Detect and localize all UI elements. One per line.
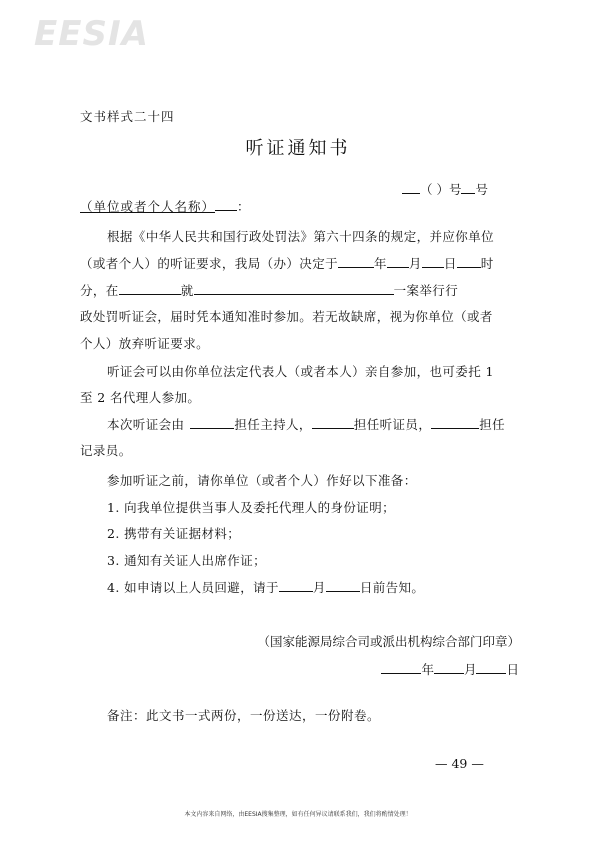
paragraph-line: 根据《中华人民共和国行政处罚法》第六十四条的规定，并应你单位 bbox=[107, 229, 495, 244]
blank-line bbox=[312, 416, 354, 429]
list-item bbox=[107, 578, 520, 596]
month-label: 月 bbox=[408, 256, 422, 271]
paragraph-line: 记录员。 bbox=[80, 443, 132, 458]
eesia-logo: EESIA bbox=[34, 14, 149, 54]
day-label: 日 bbox=[443, 256, 457, 271]
blank-line bbox=[381, 661, 421, 674]
blank-line bbox=[431, 416, 479, 429]
blank-line bbox=[476, 661, 506, 674]
paragraph-line: 参加听证之前，请你单位（或者个人）作好以下准备： bbox=[107, 473, 417, 488]
signature-date bbox=[381, 660, 519, 678]
blank-line bbox=[119, 282, 181, 295]
list-item: 1. 向我单位提供当事人及委托代理人的身份证明； bbox=[107, 500, 396, 515]
blank-line bbox=[402, 181, 420, 194]
paragraph-text: 一案举行行 bbox=[393, 283, 459, 298]
document-number-text: （ ）号 bbox=[420, 182, 462, 197]
page-number: — 49 — bbox=[435, 756, 484, 771]
paragraph-text: 就 bbox=[180, 283, 194, 298]
paragraph-line: 至 2 名代理人参加。 bbox=[80, 390, 201, 405]
paragraph-text: 分，在 bbox=[80, 283, 119, 298]
document-form-label: 文书样式二十四 bbox=[80, 109, 175, 124]
page-title: 听证通知书 bbox=[245, 138, 351, 159]
paragraph-line bbox=[107, 415, 520, 433]
addressee-suffix: ： bbox=[237, 199, 250, 214]
paragraph-text: （或者个人）的听证要求，我局（办）决定于 bbox=[80, 256, 339, 271]
paragraph-text: 日前告知。 bbox=[359, 580, 425, 595]
document-number: （ ）号 号 bbox=[402, 180, 488, 198]
seal-note: （国家能源局综合司或派出机构综合部门印章） bbox=[257, 634, 520, 649]
year-label: 年 bbox=[374, 256, 387, 271]
blank-line bbox=[422, 255, 444, 268]
paragraph-text: 担任 bbox=[479, 417, 506, 432]
paragraph-text: 4. 如申请以上人员回避，请于 bbox=[107, 580, 279, 595]
paragraph-line bbox=[80, 254, 520, 272]
blank-line bbox=[326, 579, 360, 592]
paragraph-line: 个人）放弃听证要求。 bbox=[80, 336, 210, 351]
addressee bbox=[80, 197, 250, 215]
blank-line bbox=[387, 255, 409, 268]
blank-line bbox=[457, 255, 481, 268]
blank-line bbox=[194, 282, 394, 295]
hour-label: 时 bbox=[480, 256, 494, 271]
paragraph-line bbox=[80, 281, 520, 299]
blank-line bbox=[461, 181, 475, 194]
blank-line bbox=[279, 579, 313, 592]
blank-line bbox=[338, 255, 374, 268]
paragraph-line: 听证会可以由你单位法定代表人（或者本人）亲自参加，也可委托 1 bbox=[107, 364, 494, 379]
year-label: 年 bbox=[421, 662, 434, 677]
list-item: 3. 通知有关证人出席作证； bbox=[107, 553, 267, 568]
paragraph-text: 担任听证员， bbox=[353, 417, 432, 432]
blank-line bbox=[190, 416, 234, 429]
footer-disclaimer: 本文内容来自网络，由EESIA搜集整理，如有任何异议请联系我们，我们将酌情处理！ bbox=[184, 811, 412, 818]
remark-note: 备注：此文书一式两份，一份送达，一份附卷。 bbox=[107, 708, 381, 723]
month-label: 月 bbox=[463, 662, 477, 677]
paragraph-text: 担任主持人， bbox=[234, 417, 312, 432]
paragraph-text: 本次听证会由 bbox=[107, 417, 185, 432]
paragraph-line: 政处罚听证会，届时凭本通知准时参加。若无故缺席，视为你单位（或者 bbox=[80, 309, 493, 324]
addressee-name: （单位或者个人名称） bbox=[80, 199, 216, 214]
list-item: 2. 携带有关证据材料； bbox=[107, 526, 241, 541]
blank-line bbox=[215, 198, 237, 211]
blank-line bbox=[434, 661, 464, 674]
paragraph-text: 月 bbox=[312, 580, 326, 595]
day-label: 日 bbox=[506, 662, 519, 677]
